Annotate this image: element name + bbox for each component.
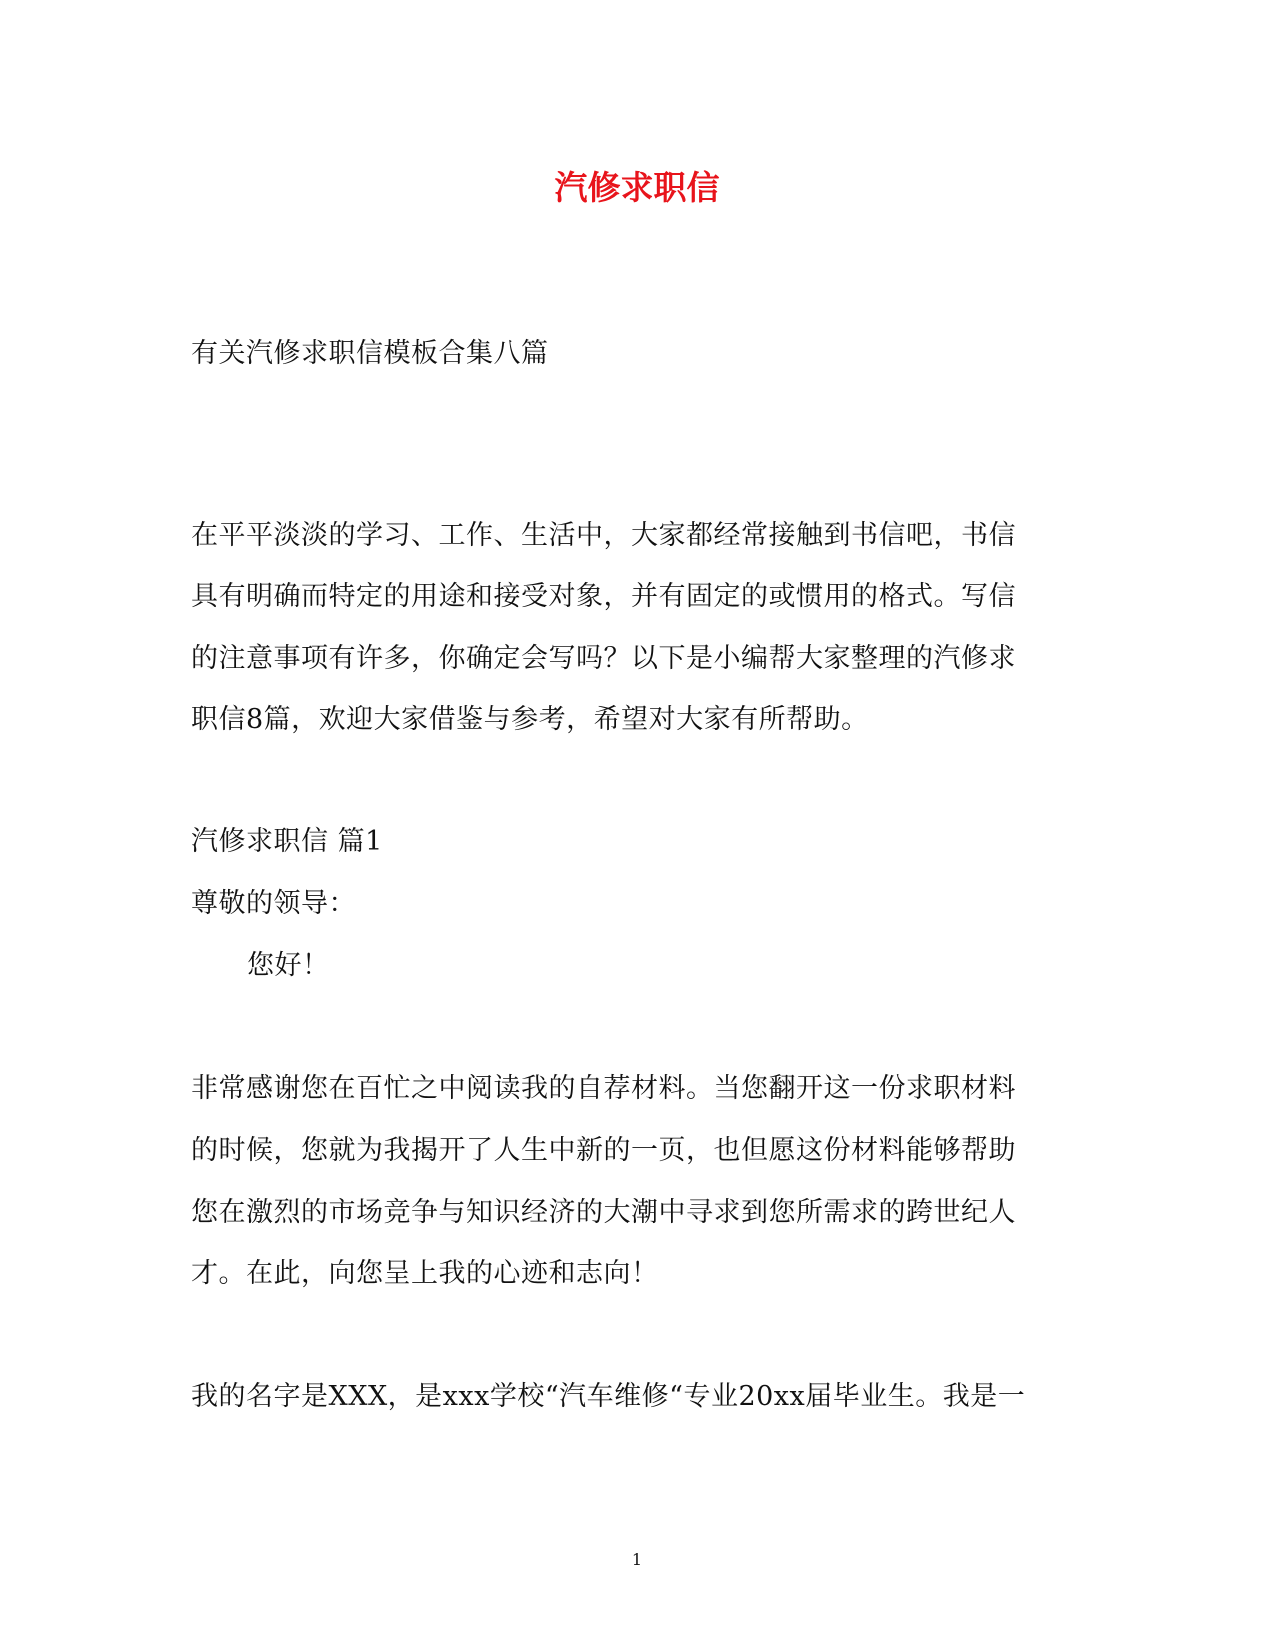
paragraph-2-line-1: 我的名字是XXX，是xxx学校“汽车维修“专业20xx届毕业生。我是一	[191, 1381, 1026, 1412]
paragraph-1-line-2: 的时候，您就为我揭开了人生中新的一页，也但愿这份材料能够帮助	[191, 1135, 1016, 1166]
intro-line-1: 在平平淡淡的学习、工作、生活中，大家都经常接触到书信吧，书信	[191, 520, 1016, 551]
paragraph-1-line-4: 才。在此，向您呈上我的心迹和志向！	[191, 1258, 659, 1289]
paragraph-1-line-1: 非常感谢您在百忙之中阅读我的自荐材料。当您翻开这一份求职材料	[191, 1073, 1016, 1104]
salutation: 尊敬的领导：	[191, 888, 356, 919]
paragraph-1-line-3: 您在激烈的市场竞争与知识经济的大潮中寻求到您所需求的跨世纪人	[191, 1197, 1016, 1228]
intro-line-2: 具有明确而特定的用途和接受对象，并有固定的或惯用的格式。写信	[191, 581, 1016, 612]
page-number: 1	[631, 1550, 643, 1569]
greeting: 您好！	[247, 950, 330, 981]
intro-line-3: 的注意事项有许多，你确定会写吗？以下是小编帮大家整理的汽修求	[191, 643, 1016, 674]
document-title: 汽修求职信	[554, 168, 720, 207]
document-subtitle: 有关汽修求职信模板合集八篇	[191, 338, 549, 369]
intro-line-4: 职信8篇，欢迎大家借鉴与参考，希望对大家有所帮助。	[191, 704, 869, 735]
section-heading: 汽修求职信 篇1	[191, 826, 383, 857]
